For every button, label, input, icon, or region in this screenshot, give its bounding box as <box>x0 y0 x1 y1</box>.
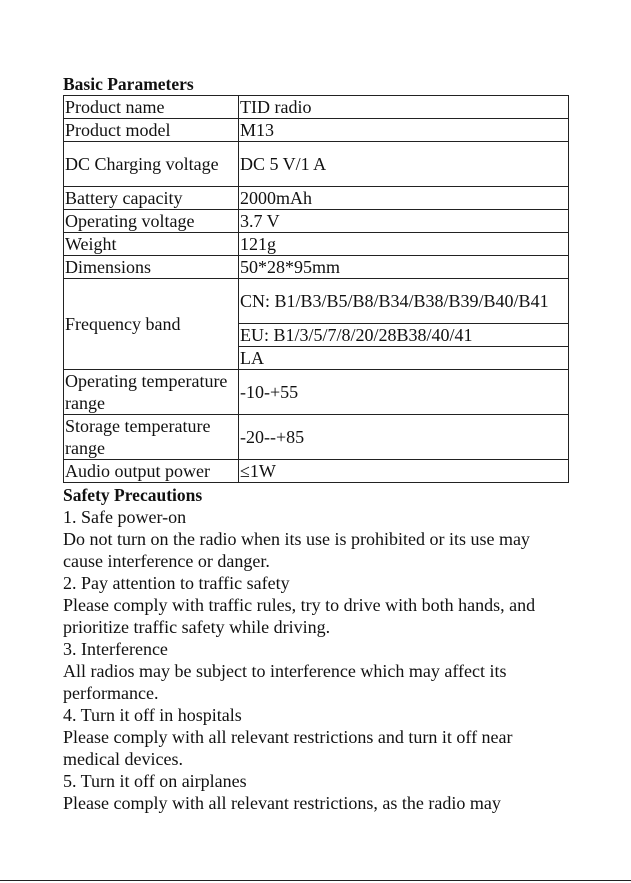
param-label: Operating voltage <box>64 210 239 233</box>
parameters-table <box>63 95 569 483</box>
table-row <box>64 142 569 187</box>
precaution-body: All radios may be subject to interference which may affect its performance. <box>63 661 507 703</box>
precaution-title: 3. Interference <box>63 639 168 659</box>
frequency-band-cn: CN: B1/B3/B5/B8/B34/B38/B39/B40/B41 <box>239 279 569 324</box>
precaution-body: Please comply with all relevant restrictions and turn it off near medical devices. <box>63 727 513 769</box>
param-label: Battery capacity <box>64 187 239 210</box>
frequency-band-label: Frequency band <box>64 279 239 370</box>
precaution-body: Do not turn on the radio when its use is prohibited or its use may cause interference or danger. <box>63 529 530 571</box>
param-label: Weight <box>64 233 239 256</box>
param-label: Dimensions <box>64 256 239 279</box>
table-row <box>64 370 569 415</box>
frequency-band-eu: EU: B1/3/5/7/8/20/28B38/40/41 <box>239 324 569 347</box>
param-value: -20--+85 <box>239 415 569 460</box>
document-page <box>63 74 568 814</box>
precaution-body: Please comply with all relevant restrictions, as the radio may <box>63 793 501 813</box>
param-label: Product name <box>64 96 239 119</box>
frequency-band-la: LA <box>239 347 569 370</box>
safety-precautions-heading: Safety Precautions <box>63 485 203 505</box>
table-row <box>64 279 569 324</box>
param-label: Storage temperature range <box>64 415 239 460</box>
table-row <box>64 96 569 119</box>
precaution-title: 1. Safe power-on <box>63 507 187 527</box>
param-label: DC Charging voltage <box>64 142 239 187</box>
param-value: TID radio <box>239 96 569 119</box>
param-value: -10-+55 <box>239 370 569 415</box>
param-label: Product model <box>64 119 239 142</box>
param-value: 2000mAh <box>239 187 569 210</box>
param-value: 121g <box>239 233 569 256</box>
table-row <box>64 187 569 210</box>
table-row <box>64 460 569 483</box>
table-row <box>64 233 569 256</box>
safety-precautions-list <box>63 506 568 814</box>
param-label: Audio output power <box>64 460 239 483</box>
param-value: 50*28*95mm <box>239 256 569 279</box>
param-value: DC 5 V/1 A <box>239 142 569 187</box>
table-row <box>64 415 569 460</box>
param-value: 3.7 V <box>239 210 569 233</box>
param-label: Operating temperature range <box>64 370 239 415</box>
basic-parameters-heading: Basic Parameters <box>63 74 194 94</box>
table-row <box>64 119 569 142</box>
precaution-title: 4. Turn it off in hospitals <box>63 705 242 725</box>
param-value: M13 <box>239 119 569 142</box>
precaution-title: 5. Turn it off on airplanes <box>63 771 247 791</box>
precaution-title: 2. Pay attention to traffic safety <box>63 573 290 593</box>
table-row <box>64 256 569 279</box>
bottom-rule <box>0 880 631 881</box>
precaution-body: Please comply with traffic rules, try to drive with both hands, and prioritize traffic safety while driving. <box>63 595 536 637</box>
table-row <box>64 210 569 233</box>
param-value: ≤1W <box>239 460 569 483</box>
